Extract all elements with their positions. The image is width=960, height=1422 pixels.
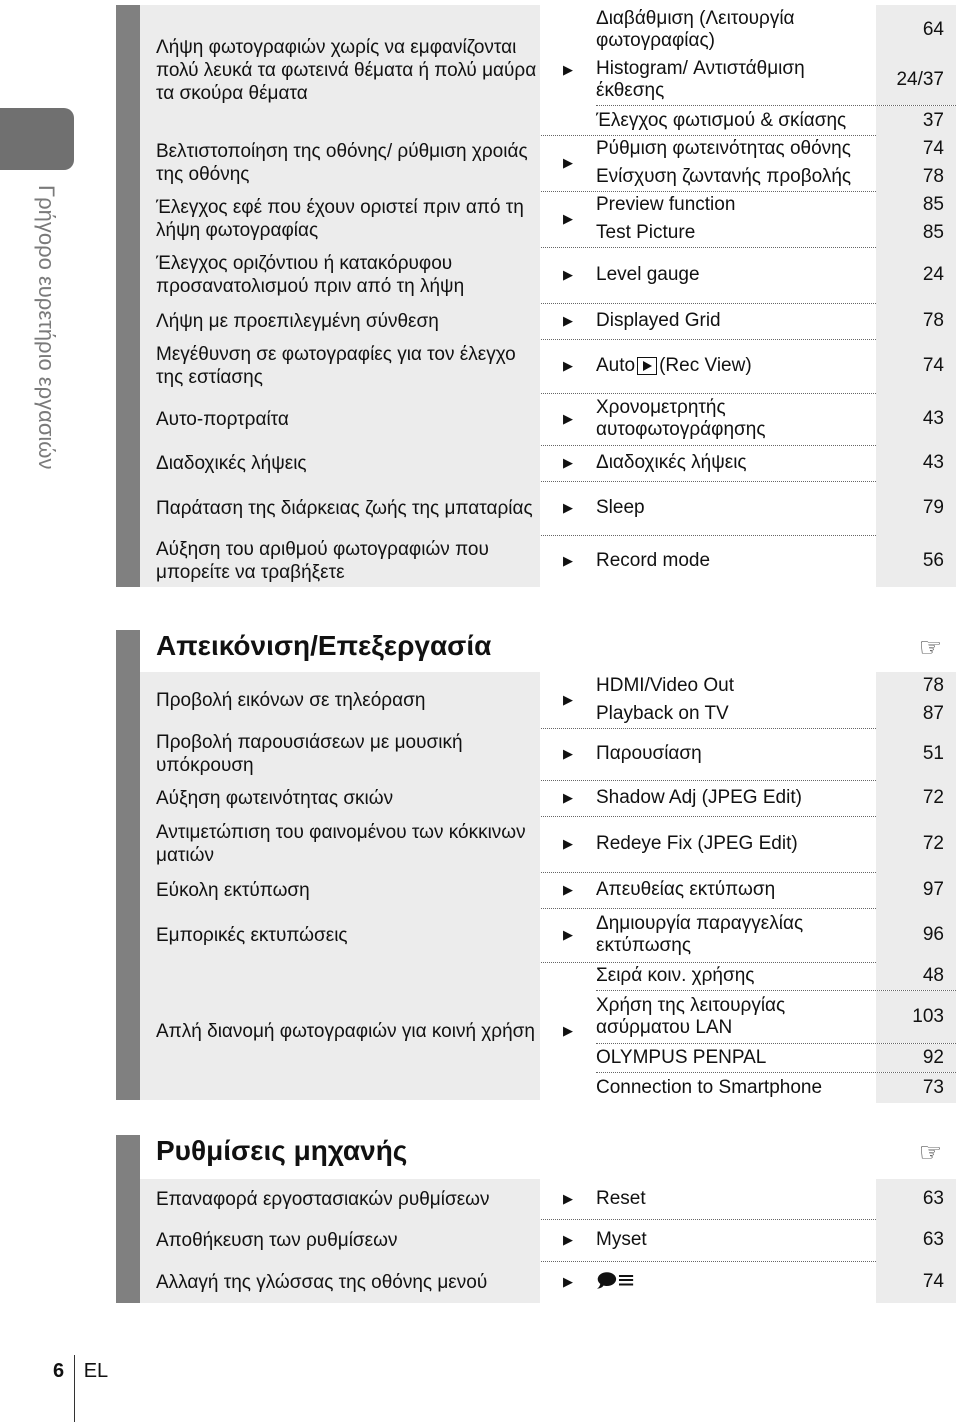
ref-name: Redeye Fix (JPEG Edit): [596, 833, 798, 854]
ref-name: Δημιουργία παραγγελίας εκτύπωσης: [596, 913, 804, 956]
ref-name: Myset: [596, 1229, 647, 1250]
arrow-icon: ▶: [563, 1191, 573, 1206]
ref-name: Παρουσίαση: [596, 743, 702, 764]
arrow-icon: ▶: [563, 411, 573, 426]
arrow-icon: ▶: [563, 500, 573, 515]
task-cell: Αλλαγή της γλώσσας της οθόνης μενού: [140, 1261, 540, 1303]
arrow-icon: ▶: [563, 790, 573, 805]
table-row: [140, 393, 956, 446]
table-row: [140, 303, 956, 340]
page-number: 6: [53, 1360, 65, 1382]
section-bar: [116, 630, 140, 1100]
ref-name: Preview function: [596, 194, 736, 215]
section-title: Απεικόνιση/Επεξεργασία: [156, 630, 492, 661]
ref-name: OLYMPUS PENPAL: [596, 1047, 767, 1068]
ref-page: 74: [876, 1261, 956, 1303]
ref-name: Διαβάθμιση (Λειτουργία φωτογραφίας): [596, 8, 795, 51]
arrow-icon: ▶: [563, 1274, 573, 1289]
arrow-icon: ▶: [563, 62, 573, 77]
playback-icon: [637, 357, 657, 375]
section-settings: [116, 1135, 956, 1303]
arrow-icon: ▶: [563, 211, 573, 226]
arrow-icon: ▶: [563, 746, 573, 761]
ref-page: 85: [876, 191, 956, 219]
ref-page: 97: [876, 872, 956, 908]
side-label-text: Γρήγορο ευρετήριο εργασιών: [34, 185, 59, 470]
table-row: [140, 1219, 956, 1262]
ref-page: 73: [876, 1073, 956, 1103]
table-row: [140, 728, 956, 781]
ref-page: 92: [876, 1044, 956, 1072]
ref-page: 87: [876, 700, 956, 728]
arrow-icon: ▶: [563, 455, 573, 470]
reference-icon: ☞: [918, 1137, 942, 1167]
task-cell: Παράταση της διάρκειας ζωής της μπαταρίας: [140, 481, 540, 535]
ref-name: Σειρά κοιν. χρήσης: [596, 965, 755, 986]
ref-name: Record mode: [596, 550, 711, 571]
table-row: [140, 339, 956, 394]
ref-page: 78: [876, 163, 956, 191]
arrow-icon: ▶: [563, 267, 573, 282]
language-code: EL: [83, 1360, 109, 1382]
side-label: [19, 185, 59, 565]
section-bar: [116, 5, 140, 587]
task-cell: Αυτο-πορτραίτα: [140, 393, 540, 445]
ref-name: Reset: [596, 1188, 646, 1209]
ref-name: Playback on TV: [596, 703, 729, 724]
arrow-icon: ▶: [563, 155, 573, 170]
table-row: [140, 191, 956, 248]
task-cell: Προβολή εικόνων σε τηλεόραση: [140, 672, 540, 728]
table-row: [140, 135, 956, 192]
ref-name: Χρονομετρητής αυτοφωτογράφησης: [596, 397, 766, 440]
task-cell: Λήψη με προεπιλεγμένη σύνθεση: [140, 303, 540, 339]
ref-page: 72: [876, 780, 956, 816]
ref-name: Connection to Smartphone: [596, 1077, 823, 1098]
ref-page: 43: [876, 393, 956, 445]
reference-icon: ☞: [918, 632, 942, 662]
task-cell: Λήψη φωτογραφιών χωρίς να εμφανίζονται πολύ λευκά τα φωτεινά θέματα ή πολύ μαύρα τα σκούρα θέματα: [140, 5, 540, 135]
ref-name: [596, 339, 876, 393]
section-title: Ρυθμίσεις μηχανής: [156, 1135, 408, 1166]
page-footer: [53, 1360, 108, 1383]
arrow-icon: ▶: [563, 1232, 573, 1247]
arrow-icon: ▶: [563, 358, 573, 373]
table-row: [140, 672, 956, 729]
ref-name: Απευθείας εκτύπωση: [596, 879, 776, 900]
table-row: [140, 247, 956, 304]
ref-page: 78: [876, 303, 956, 339]
table-row: [140, 481, 956, 536]
task-cell: Έλεγχος εφέ που έχουν οριστεί πριν από τη λήψη φωτογραφίας: [140, 191, 540, 247]
task-cell: Διαδοχικές λήψεις: [140, 445, 540, 481]
table-row: [140, 908, 956, 963]
ref-name: Sleep: [596, 497, 645, 518]
table-row: [140, 445, 956, 482]
task-cell: Αύξηση του αριθμού φωτογραφιών που μπορείτε να τραβήξετε: [140, 535, 540, 587]
task-cell: Αύξηση φωτεινότητας σκιών: [140, 780, 540, 816]
ref-name: Διαδοχικές λήψεις: [596, 452, 747, 473]
ref-page: 56: [876, 535, 956, 587]
ref-name: Έλεγχος φωτισμού & σκίασης: [596, 110, 847, 131]
ref-name-post: (Rec View): [659, 355, 752, 376]
table-row: [140, 535, 956, 587]
arrow-icon: ▶: [563, 882, 573, 897]
arrow-icon: ▶: [563, 313, 573, 328]
table-row: [140, 872, 956, 909]
table-row: [140, 1261, 956, 1303]
ref-name: Displayed Grid: [596, 310, 721, 331]
ref-page: 64: [876, 5, 956, 55]
task-cell: Μεγέθυνση σε φωτογραφίες για τον έλεγχο της εστίασης: [140, 339, 540, 393]
ref-page: 63: [876, 1219, 956, 1261]
ref-page: 37: [876, 106, 956, 136]
ref-page: 24: [876, 247, 956, 303]
ref-page: 79: [876, 481, 956, 535]
ref-page: 74: [876, 135, 956, 163]
ref-name: Level gauge: [596, 264, 700, 285]
table-row: [140, 780, 956, 817]
ref-page: 96: [876, 908, 956, 962]
table-row: [140, 1179, 956, 1220]
ref-page: 85: [876, 219, 956, 247]
language-icon: 🗩☰: [596, 1271, 635, 1292]
task-cell: Βελτιστοποίηση της οθόνης/ ρύθμιση χροιάς της οθόνης: [140, 135, 540, 191]
ref-name: Histogram/ Αντιστάθμιση έκθεσης: [596, 58, 805, 101]
section-bar: [116, 1135, 140, 1303]
ref-page: 51: [876, 728, 956, 780]
ref-name: Ρύθμιση φωτεινότητας οθόνης: [596, 138, 851, 159]
table-row: [140, 962, 956, 1100]
ref-page: 78: [876, 672, 956, 700]
ref-page: 74: [876, 339, 956, 393]
arrow-icon: ▶: [563, 553, 573, 568]
arrow-icon: ▶: [563, 836, 573, 851]
task-cell: Έλεγχος οριζόντιου ή κατακόρυφου προσανατολισμού πριν από τη λήψη: [140, 247, 540, 303]
arrow-icon: ▶: [563, 1023, 573, 1038]
ref-name: Χρήση της λειτουργίας ασύρματου LAN: [596, 995, 786, 1038]
ref-page: 103: [876, 991, 956, 1043]
side-tab-marker: [0, 108, 74, 170]
ref-page: 24/37: [876, 55, 956, 105]
ref-name-pre: Auto: [596, 355, 636, 376]
task-cell: Εύκολη εκτύπωση: [140, 872, 540, 908]
ref-name: Test Picture: [596, 222, 696, 243]
ref-name: HDMI/Video Out: [596, 675, 734, 696]
ref-name: Ενίσχυση ζωντανής προβολής: [596, 166, 852, 187]
task-cell: Απλή διανομή φωτογραφιών για κοινή χρήση: [140, 962, 540, 1100]
task-cell: Προβολή παρουσιάσεων με μουσική υπόκρουση: [140, 728, 540, 780]
task-cell: Αντιμετώπιση του φαινομένου των κόκκινων ματιών: [140, 816, 540, 872]
arrow-icon: ▶: [563, 692, 573, 707]
table-row: [140, 816, 956, 873]
arrow-icon: ▶: [563, 927, 573, 942]
ref-page: 72: [876, 816, 956, 872]
task-cell: Αποθήκευση των ρυθμίσεων: [140, 1219, 540, 1261]
ref-page: 63: [876, 1179, 956, 1219]
table-row: [140, 5, 956, 136]
task-cell: Εμπορικές εκτυπώσεις: [140, 908, 540, 962]
ref-name: Shadow Adj (JPEG Edit): [596, 787, 802, 808]
ref-page: 48: [876, 962, 956, 990]
section-playback: [116, 630, 956, 1100]
ref-page: 43: [876, 445, 956, 481]
section-shooting: [116, 5, 956, 587]
task-cell: Επαναφορά εργοστασιακών ρυθμίσεων: [140, 1179, 540, 1219]
